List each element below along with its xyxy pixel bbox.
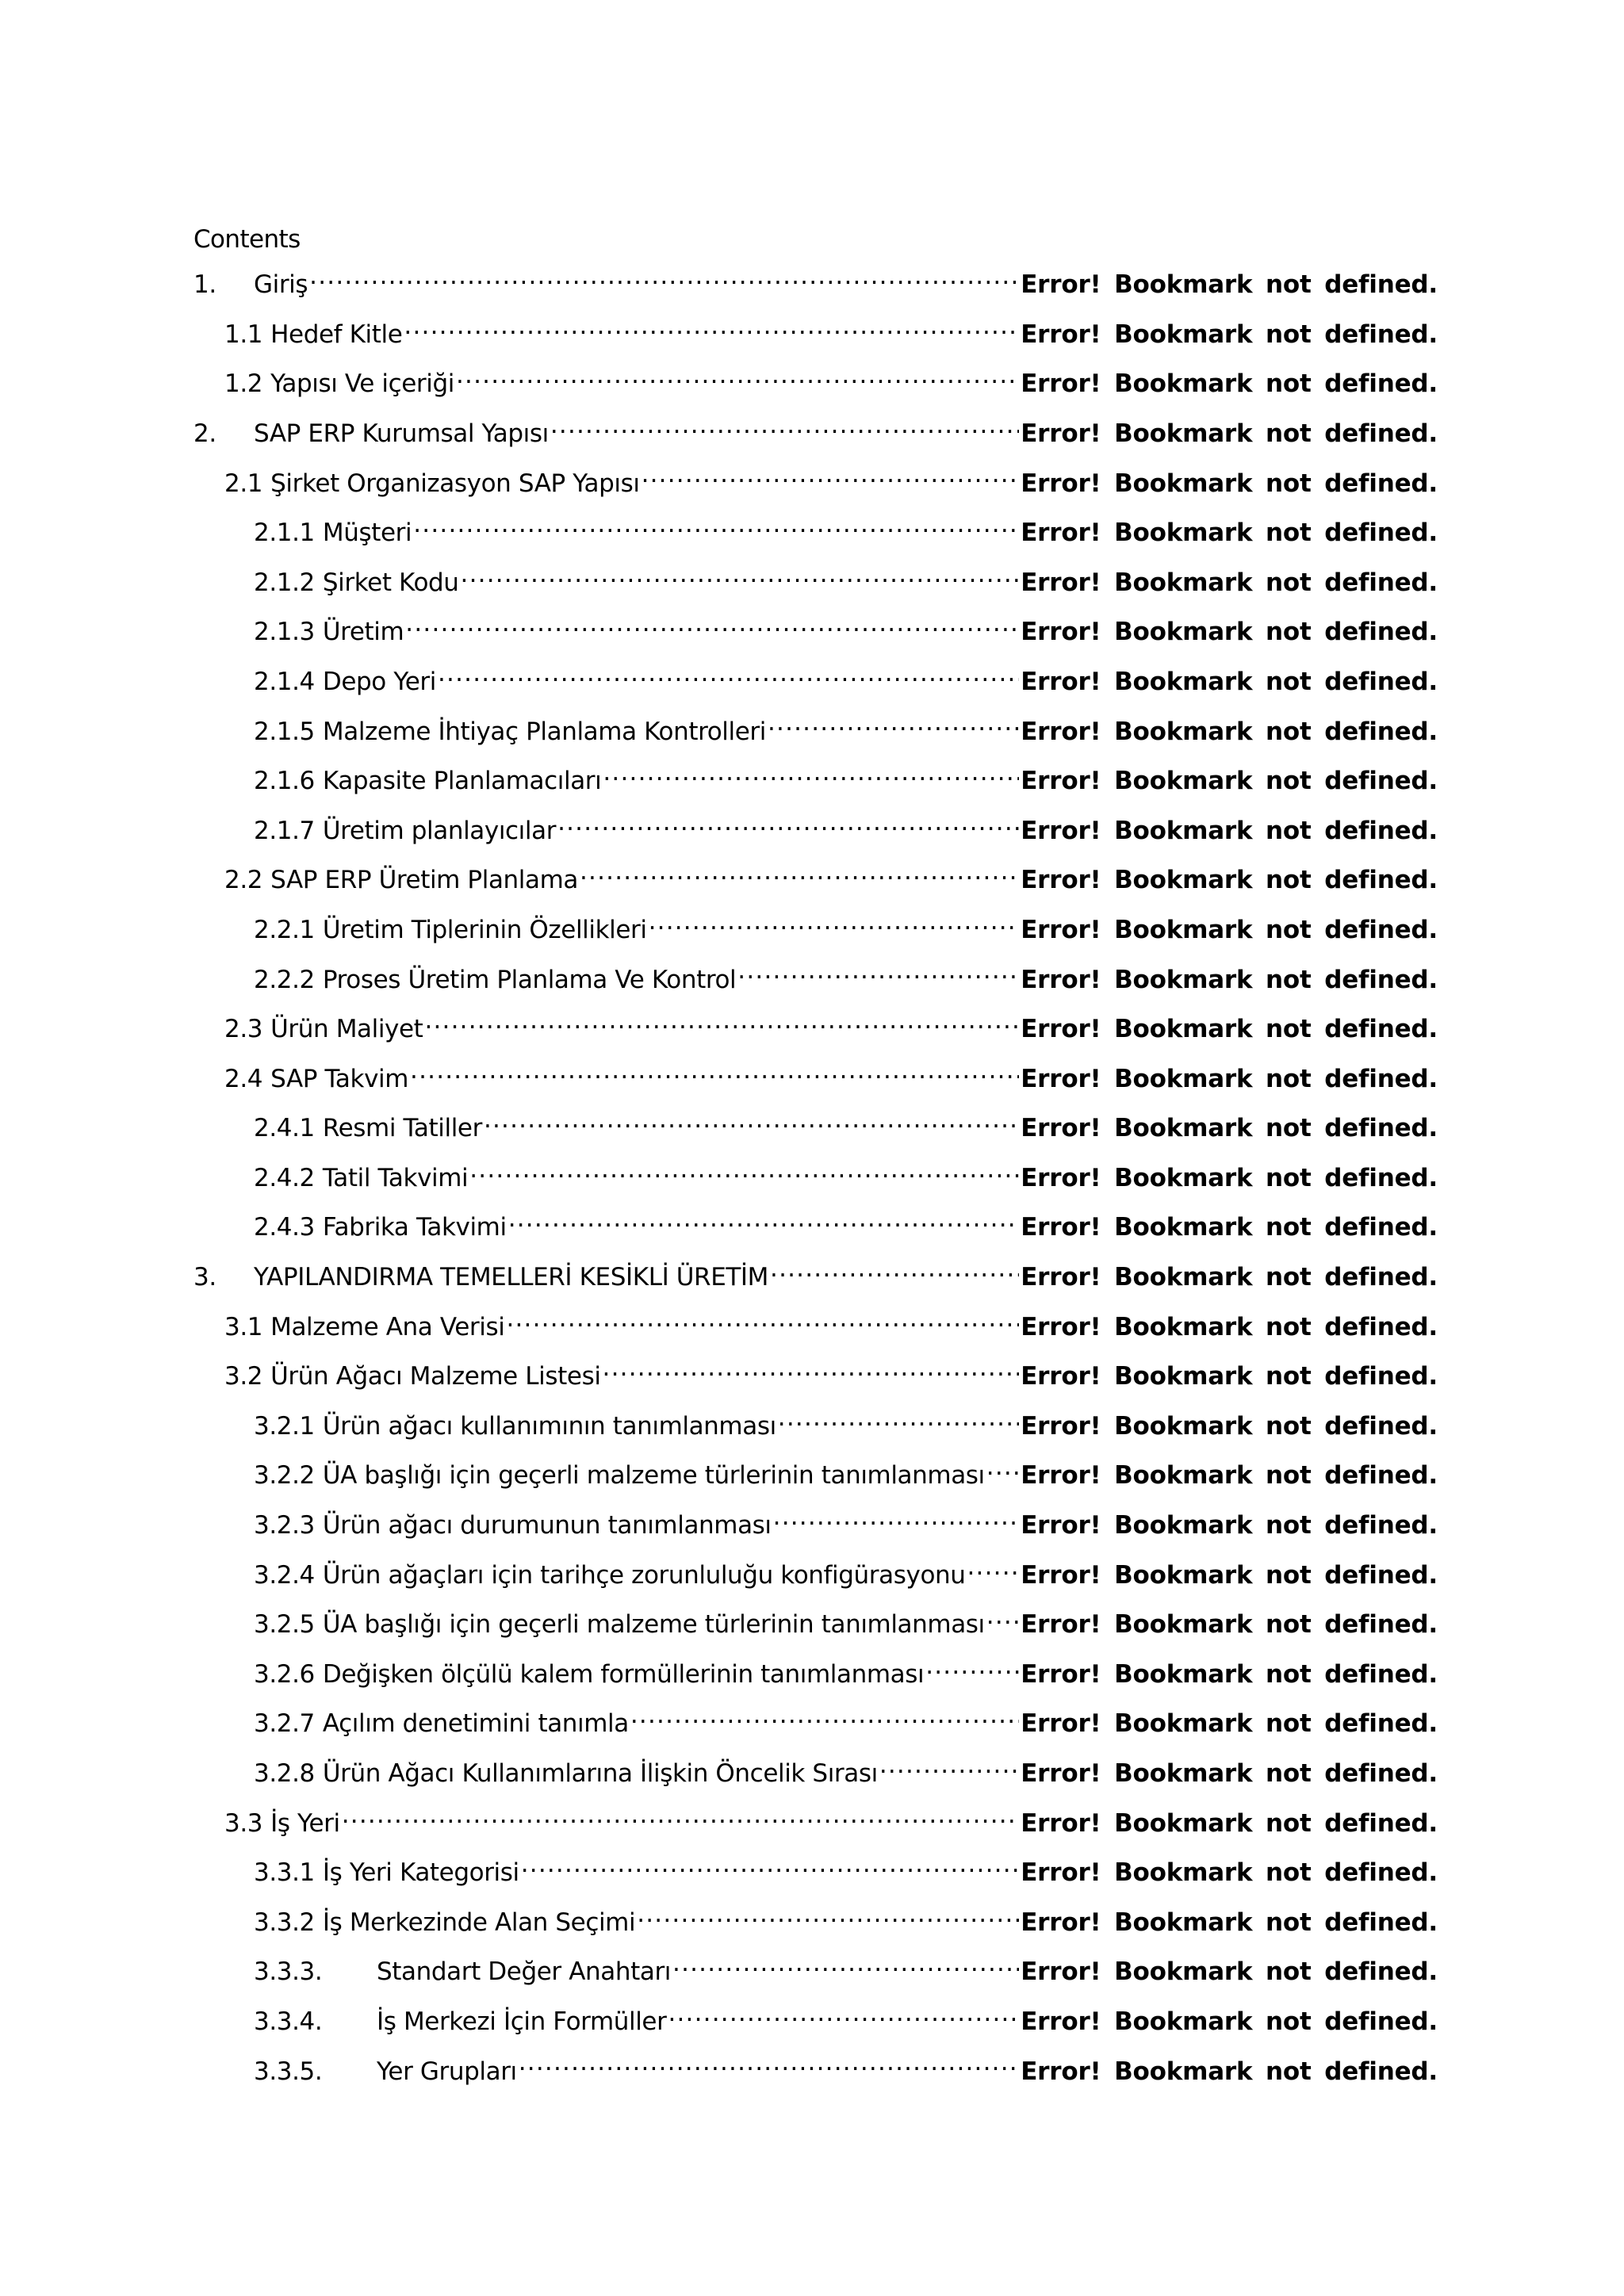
toc-entry[interactable] <box>193 1000 1438 1050</box>
toc-page-reference: Error! Bookmark not defined. <box>1021 1560 1438 1590</box>
toc-entry-number: 3.2.1 <box>254 1411 315 1441</box>
toc-entry-line <box>193 909 1438 944</box>
toc-dot-leader <box>967 1553 1020 1582</box>
toc-entry-line <box>193 958 1438 994</box>
toc-entry-label: İş Merkezinde Alan Seçimi <box>322 1908 636 1937</box>
toc-dot-leader <box>603 760 1019 789</box>
toc-page-reference: Error! Bookmark not defined. <box>1021 320 1438 349</box>
toc-entry-line <box>193 1206 1438 1242</box>
toc-dot-leader <box>770 1256 1019 1285</box>
toc-dot-leader <box>778 1405 1019 1434</box>
toc-entry-number: 2.3 <box>224 1015 263 1044</box>
toc-entry-label: İş Yeri Kategorisi <box>322 1858 519 1888</box>
toc-entry-label: Ürün Maliyet <box>270 1015 423 1044</box>
toc-dot-leader <box>649 909 1020 938</box>
toc-page-reference: Error! Bookmark not defined. <box>1021 2057 1438 2086</box>
toc-entry[interactable] <box>193 354 1438 404</box>
toc-entry-number: 2. <box>193 419 216 448</box>
toc-entry-label: Üretim planlayıcılar <box>322 816 557 845</box>
toc-entry[interactable] <box>193 1595 1438 1645</box>
toc-page-reference: Error! Bookmark not defined. <box>1021 965 1438 994</box>
toc-entry-number: 3.3 <box>224 1808 263 1838</box>
toc-entry-line <box>193 1355 1438 1391</box>
toc-dot-leader <box>630 1702 1019 1732</box>
toc-entry[interactable] <box>193 652 1438 702</box>
toc-dot-leader <box>519 2049 1019 2079</box>
toc-entry[interactable] <box>193 1645 1438 1695</box>
toc-entry-label: Ürün ağacı durumunun tanımlanması <box>322 1511 772 1540</box>
toc-entry-label: Depo Yeri <box>322 667 436 696</box>
toc-dot-leader <box>986 1603 1019 1632</box>
toc-entry-number: 3.2.5 <box>254 1610 315 1640</box>
toc-page-reference: Error! Bookmark not defined. <box>1021 2007 1438 2036</box>
toc-entry-label: Resmi Tatiller <box>322 1114 482 1143</box>
toc-dot-leader <box>879 1752 1019 1781</box>
toc-entry[interactable] <box>193 1248 1438 1298</box>
toc-entry-label: Malzeme Ana Verisi <box>270 1312 505 1341</box>
toc-entry-number: 2.1.3 <box>254 618 315 647</box>
toc-entry[interactable] <box>193 1744 1438 1794</box>
toc-dot-leader <box>603 1355 1020 1384</box>
toc-entry-label: Yer Grupları <box>377 2057 517 2086</box>
toc-dot-leader <box>768 710 1019 739</box>
toc-page-reference: Error! Bookmark not defined. <box>1021 1858 1438 1888</box>
toc-entry[interactable] <box>193 1942 1438 1992</box>
toc-entry-line <box>193 461 1438 498</box>
toc-page-reference: Error! Bookmark not defined. <box>1021 1015 1438 1044</box>
toc-page-reference: Error! Bookmark not defined. <box>1021 1114 1438 1143</box>
toc-entry-number: 3.3.2 <box>254 1908 315 1937</box>
toc-page-reference: Error! Bookmark not defined. <box>1021 1213 1438 1242</box>
toc-entry[interactable] <box>193 1545 1438 1595</box>
toc-entry-label: Fabrika Takvimi <box>322 1213 507 1242</box>
toc-page-reference: Error! Bookmark not defined. <box>1021 1659 1438 1689</box>
toc-entry-label: Kapasite Planlamacıları <box>322 767 602 796</box>
toc-entry[interactable] <box>193 1347 1438 1397</box>
toc-entry-line <box>193 1603 1438 1640</box>
toc-dot-leader <box>637 1901 1019 1931</box>
toc-dot-leader <box>642 461 1020 491</box>
toc-page-reference: Error! Bookmark not defined. <box>1021 568 1438 597</box>
toc-dot-leader <box>404 313 1019 342</box>
toc-entry-label: Şirket Organizasyon SAP Yapısı <box>270 469 640 498</box>
toc-entry-label: ÜA başlığı için geçerli malzeme türlerinin tanımlanması <box>322 1610 985 1640</box>
toc-entry-line <box>193 313 1438 349</box>
toc-entry[interactable] <box>193 453 1438 503</box>
toc-page-reference: Error! Bookmark not defined. <box>1021 618 1438 647</box>
toc-page-reference: Error! Bookmark not defined. <box>1021 1908 1438 1937</box>
toc-entry-label: Ürün ağacı kullanımının tanımlanması <box>322 1411 776 1441</box>
toc-entry[interactable] <box>193 702 1438 752</box>
toc-entry-number: 3.2.8 <box>254 1759 315 1788</box>
toc-entry-number: 2.2 <box>224 866 263 895</box>
toc-entry-number: 3.3.1 <box>254 1858 315 1888</box>
toc-dot-leader <box>737 958 1019 987</box>
toc-entry-number: 3.2.7 <box>254 1709 315 1739</box>
toc-page-reference: Error! Bookmark not defined. <box>1021 717 1438 746</box>
toc-dot-leader <box>580 859 1019 888</box>
toc-page-reference: Error! Bookmark not defined. <box>1021 1610 1438 1640</box>
toc-entry-label: İş Yeri <box>270 1808 340 1838</box>
toc-entry[interactable] <box>193 1099 1438 1149</box>
toc-entry-label: Ürün Ağacı Malzeme Listesi <box>270 1362 601 1391</box>
toc-page-reference: Error! Bookmark not defined. <box>1021 1163 1438 1192</box>
toc-entry[interactable] <box>193 603 1438 652</box>
toc-page-reference: Error! Bookmark not defined. <box>1021 1263 1438 1292</box>
toc-entry-number: 3.3.3. <box>254 1957 323 1987</box>
toc-page-reference: Error! Bookmark not defined. <box>1021 369 1438 399</box>
toc-page-reference: Error! Bookmark not defined. <box>1021 1411 1438 1441</box>
toc-page-reference: Error! Bookmark not defined. <box>1021 866 1438 895</box>
toc-page-reference: Error! Bookmark not defined. <box>1021 1957 1438 1987</box>
toc-entry-number: 2.4.1 <box>254 1114 315 1143</box>
toc-entry-line <box>193 660 1438 696</box>
toc-page-reference: Error! Bookmark not defined. <box>1021 915 1438 944</box>
toc-dot-leader <box>986 1454 1019 1483</box>
toc-entry-label: Giriş <box>254 270 308 300</box>
toc-entry[interactable] <box>193 553 1438 603</box>
toc-entry-label: Üretim <box>322 618 404 647</box>
toc-entry-line <box>193 1454 1438 1490</box>
toc-page-reference: Error! Bookmark not defined. <box>1021 1362 1438 1391</box>
toc-entry-line <box>193 2000 1438 2036</box>
toc-entry[interactable] <box>193 752 1438 802</box>
toc-entry[interactable] <box>193 1149 1438 1199</box>
toc-entry[interactable] <box>193 503 1438 553</box>
toc-entry-line <box>193 362 1438 399</box>
toc-page-reference: Error! Bookmark not defined. <box>1021 767 1438 796</box>
toc-page-reference: Error! Bookmark not defined. <box>1021 1312 1438 1341</box>
toc-entry-label: SAP ERP Üretim Planlama <box>270 866 578 895</box>
toc-entry-number: 2.2.1 <box>254 915 315 944</box>
toc-entry-line <box>193 1405 1438 1441</box>
toc-entry[interactable] <box>193 1843 1438 1893</box>
toc-entry[interactable] <box>193 1694 1438 1744</box>
toc-entry-number: 2.1.5 <box>254 717 315 746</box>
toc-dot-leader <box>456 362 1019 392</box>
toc-entry-line <box>193 1702 1438 1739</box>
toc-page-reference: Error! Bookmark not defined. <box>1021 1709 1438 1739</box>
toc-page-reference: Error! Bookmark not defined. <box>1021 419 1438 448</box>
toc-dot-leader <box>405 610 1019 640</box>
toc-entry-number: 2.1.1 <box>254 519 315 548</box>
toc-entry-number: 3.3.5. <box>254 2057 323 2086</box>
toc-entry-number: 2.1.2 <box>254 568 315 597</box>
toc-entry-label: Tatil Takvimi <box>322 1163 469 1192</box>
toc-page-reference: Error! Bookmark not defined. <box>1021 1759 1438 1788</box>
toc-entry-label: Standart Değer Anahtarı <box>377 1957 672 1987</box>
toc-entry-line <box>193 511 1438 548</box>
toc-page-reference: Error! Bookmark not defined. <box>1021 469 1438 498</box>
toc-entry-number: 2.4 <box>224 1064 263 1093</box>
toc-dot-leader <box>508 1206 1020 1235</box>
toc-entry-number: 3.2 <box>224 1362 263 1391</box>
toc-entry-line <box>193 1950 1438 1987</box>
toc-dot-leader <box>410 1058 1019 1087</box>
toc-entry-label: ÜA başlığı için geçerli malzeme türlerinin tanımlanması <box>322 1461 985 1490</box>
toc-title: Contents <box>193 225 301 254</box>
toc-entry[interactable] <box>193 404 1438 454</box>
toc-dot-leader <box>557 809 1019 839</box>
toc-dot-leader <box>925 1653 1019 1682</box>
toc-entry-label: Açılım denetimini tanımla <box>322 1709 629 1739</box>
toc-dot-leader <box>438 660 1019 690</box>
toc-entry[interactable] <box>193 1496 1438 1546</box>
toc-entry-label: Ürün Ağacı Kullanımlarına İlişkin Öncelik Sırası <box>322 1759 878 1788</box>
toc-entry-label: Müşteri <box>322 519 412 548</box>
toc-entry-line <box>193 561 1438 597</box>
toc-entry-label: Şirket Kodu <box>322 568 459 597</box>
toc-entry-number: 2.2.2 <box>254 965 315 994</box>
toc-entry[interactable] <box>193 1446 1438 1496</box>
toc-entry[interactable] <box>193 1992 1438 2042</box>
toc-entry-number: 3.3.4. <box>254 2007 323 2036</box>
toc-entry[interactable] <box>193 1050 1438 1100</box>
toc-entry-number: 2.1.6 <box>254 767 315 796</box>
toc-page-reference: Error! Bookmark not defined. <box>1021 519 1438 548</box>
toc-entry-label: Değişken ölçülü kalem formüllerinin tanımlanması <box>322 1659 925 1689</box>
toc-entry-line <box>193 1801 1438 1838</box>
toc-dot-leader <box>506 1305 1019 1334</box>
toc-page-reference: Error! Bookmark not defined. <box>1021 270 1438 300</box>
toc-dot-leader <box>484 1107 1019 1136</box>
toc-entry-label: Üretim Tiplerinin Özellikleri <box>322 915 647 944</box>
toc-entry[interactable] <box>193 802 1438 851</box>
toc-entry-number: 3.2.6 <box>254 1659 315 1689</box>
toc-page-reference: Error! Bookmark not defined. <box>1021 1808 1438 1838</box>
toc-entry-line <box>193 760 1438 796</box>
toc-entry[interactable] <box>193 1793 1438 1843</box>
toc-entry-number: 3.2.2 <box>254 1461 315 1490</box>
toc-entry-label: SAP Takvim <box>270 1064 409 1093</box>
toc-entry-line <box>193 263 1438 300</box>
toc-entry[interactable] <box>193 1297 1438 1347</box>
toc-entry-number: 2.4.3 <box>254 1213 315 1242</box>
toc-entry-label: Yapısı Ve içeriği <box>270 369 454 399</box>
toc-entry-line <box>193 1157 1438 1192</box>
toc-entry[interactable] <box>193 1397 1438 1447</box>
toc-entry-label: Hedef Kitle <box>270 320 403 349</box>
toc-entry-number: 1.1 <box>224 320 263 349</box>
toc-dot-leader <box>309 263 1019 293</box>
toc-entry[interactable] <box>193 950 1438 1000</box>
toc-page-reference: Error! Bookmark not defined. <box>1021 1511 1438 1540</box>
toc-dot-leader <box>672 1950 1019 1980</box>
toc-entry-line <box>193 1752 1438 1788</box>
toc-entry-line <box>193 710 1438 746</box>
toc-entry-line <box>193 1256 1438 1292</box>
toc-dot-leader <box>413 511 1019 541</box>
toc-entry-number: 2.1 <box>224 469 263 498</box>
toc-entry-line <box>193 1008 1438 1044</box>
toc-entry-number: 3. <box>193 1263 216 1292</box>
toc-entry-number: 2.1.7 <box>254 816 315 845</box>
toc-entry-label: YAPILANDIRMA TEMELLERİ KESİKLİ ÜRETİM <box>254 1263 769 1292</box>
toc-dot-leader <box>424 1008 1019 1037</box>
toc-entry-number: 3.1 <box>224 1312 263 1341</box>
toc-entry-label: SAP ERP Kurumsal Yapısı <box>254 419 549 448</box>
toc-entry[interactable] <box>193 851 1438 901</box>
toc-entry-line <box>193 2049 1438 2086</box>
toc-entry[interactable] <box>193 2042 1438 2091</box>
toc-entry-number: 1. <box>193 270 216 300</box>
toc-entry[interactable] <box>193 901 1438 951</box>
toc-entry-number: 3.2.4 <box>254 1560 315 1590</box>
toc-entry-number: 2.1.4 <box>254 667 315 696</box>
toc-entry[interactable] <box>193 255 1438 305</box>
toc-entry-number: 1.2 <box>224 369 263 399</box>
toc-dot-leader <box>668 2000 1019 2030</box>
toc-entry[interactable] <box>193 1893 1438 1943</box>
toc-entry-line <box>193 1504 1438 1540</box>
toc-entry-line <box>193 1653 1438 1689</box>
table-of-contents <box>193 255 1438 2091</box>
toc-entry[interactable] <box>193 305 1438 355</box>
toc-page-reference: Error! Bookmark not defined. <box>1021 1064 1438 1093</box>
toc-dot-leader <box>461 561 1020 591</box>
toc-entry-line <box>193 1553 1438 1590</box>
toc-page-reference: Error! Bookmark not defined. <box>1021 667 1438 696</box>
toc-entry-line <box>193 809 1438 845</box>
toc-entry-label: Proses Üretim Planlama Ve Kontrol <box>322 965 737 994</box>
toc-entry-number: 2.4.2 <box>254 1163 315 1192</box>
toc-entry-label: Malzeme İhtiyaç Planlama Kontrolleri <box>322 717 766 746</box>
toc-dot-leader <box>773 1504 1020 1533</box>
toc-dot-leader <box>550 412 1019 442</box>
toc-entry-line <box>193 610 1438 647</box>
toc-dot-leader <box>469 1157 1019 1186</box>
toc-entry-line <box>193 859 1438 895</box>
toc-entry-line <box>193 1107 1438 1143</box>
toc-entry-number: 3.2.3 <box>254 1511 315 1540</box>
toc-entry-line <box>193 1901 1438 1937</box>
toc-page-reference: Error! Bookmark not defined. <box>1021 816 1438 845</box>
toc-entry-line <box>193 1851 1438 1888</box>
toc-entry[interactable] <box>193 1198 1438 1248</box>
toc-dot-leader <box>521 1851 1019 1881</box>
toc-dot-leader <box>342 1801 1019 1831</box>
toc-entry-line <box>193 1305 1438 1341</box>
toc-entry-line <box>193 1058 1438 1093</box>
toc-entry-label: Ürün ağaçları için tarihçe zorunluluğu konfigürasyonu <box>322 1560 966 1590</box>
toc-entry-label: İş Merkezi İçin Formüller <box>377 2007 667 2036</box>
toc-page-reference: Error! Bookmark not defined. <box>1021 1461 1438 1490</box>
toc-entry-line <box>193 412 1438 448</box>
